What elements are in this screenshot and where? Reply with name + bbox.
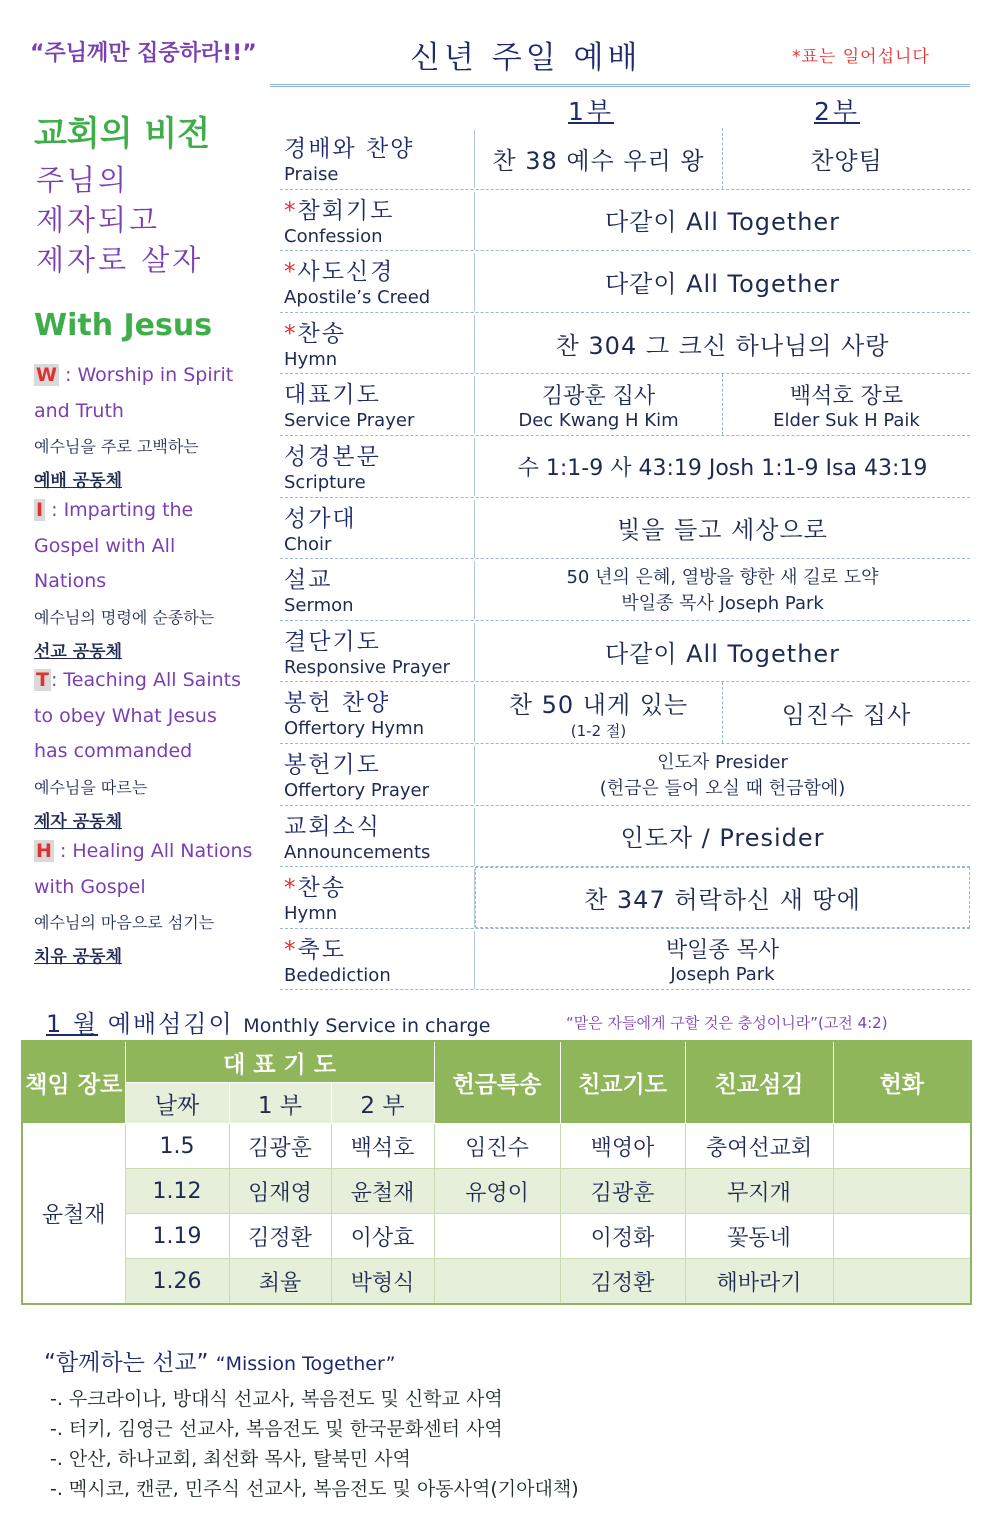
cell-flowers: [833, 1214, 971, 1259]
service-row: [280, 128, 970, 190]
cell-fservice: 무지개: [685, 1169, 833, 1214]
elder-name: 윤철재: [22, 1124, 125, 1305]
cell-fprayer: 이정화: [560, 1214, 685, 1259]
table-row: [22, 1124, 971, 1169]
service-label-ko: *참회기도: [284, 197, 395, 224]
cell-date: 1.12: [125, 1169, 229, 1214]
service-row: [280, 929, 970, 991]
with-jesus-t-line: [34, 669, 241, 691]
service-content: 인도자 Presider: [657, 752, 788, 774]
verse: “맡은 자들에게 구할 것은 충성이니라”(고전 4:2): [566, 1014, 888, 1032]
service-label-en: Praise: [284, 164, 339, 185]
cell-first: 임재영: [229, 1169, 331, 1214]
t-text: : Teaching All Saints: [50, 669, 241, 691]
service-row: [280, 559, 970, 621]
benediction-en: Joseph Park: [670, 964, 775, 986]
with-jesus-w-line: and Truth: [34, 400, 124, 422]
h-desc: 예수님의 마음으로 섬기는: [34, 913, 215, 932]
service-content: 인도자 / Presider: [620, 824, 825, 853]
cell-special: [434, 1259, 560, 1305]
table-row: [22, 1259, 971, 1305]
letter-h: H: [36, 840, 52, 862]
cell-special: 임진수: [434, 1124, 560, 1169]
cell-second: 윤철재: [331, 1169, 434, 1214]
service-label: [284, 192, 475, 250]
service-label-ko: 성가대: [284, 505, 357, 532]
service-header-second: 2부: [814, 97, 861, 126]
cell-fservice: 꽃동네: [685, 1214, 833, 1259]
cell-fprayer: 김정환: [560, 1259, 685, 1305]
w-community: 예배 공동체: [34, 471, 123, 491]
letter-i: I: [36, 499, 44, 521]
mission-title: [44, 1344, 395, 1377]
cell-flowers: [833, 1169, 971, 1214]
cell-fprayer: 김광훈: [560, 1169, 685, 1214]
mission-title-ko: “함께하는 선교”: [44, 1350, 209, 1376]
service-label-en: Responsive Prayer: [284, 656, 450, 678]
service-label: [284, 500, 475, 558]
header-special: 헌금특송: [434, 1041, 560, 1124]
service-first-en: Dec Kwang H Kim: [518, 409, 679, 431]
header-prayer: 대 표 기 도: [125, 1041, 434, 1083]
cell-fprayer: 백영아: [560, 1124, 685, 1169]
vision-line: 제자로 살자: [36, 243, 204, 277]
service-second: 임진수 집사: [781, 701, 912, 730]
table-row: [22, 1169, 971, 1214]
service-content: 빛을 들고 세상으로: [617, 516, 828, 545]
service-label: [284, 623, 475, 681]
service-label-ko: 결단기도: [284, 628, 381, 655]
mission-item: -. 우크라이나, 방대식 선교사, 복음전도 및 신학교 사역: [50, 1388, 503, 1410]
w-text: : Worship in Spirit: [65, 364, 234, 386]
vision-line: 주님의: [36, 163, 130, 197]
i-community: 선교 공동체: [34, 642, 123, 662]
letter-w: W: [36, 364, 57, 386]
duty-table: [21, 1040, 972, 1305]
header-date: 날짜: [125, 1083, 229, 1124]
t-desc: 예수님을 따르는: [34, 778, 148, 797]
header-fellowship-prayer: 친교기도: [560, 1041, 685, 1124]
mission-item: -. 터키, 김영근 선교사, 복음전도 및 한국문화센터 사역: [50, 1418, 503, 1440]
service-row: [280, 498, 970, 560]
with-jesus-h-line: [34, 840, 252, 862]
service-row: [280, 313, 970, 375]
service-label: [284, 746, 475, 804]
order-of-service: [280, 128, 970, 990]
vision-title: 교회의 비전: [34, 114, 211, 154]
header-first: 1 부: [229, 1083, 331, 1124]
monthly-title-ko: 예배섬김이: [107, 1010, 234, 1038]
with-jesus-i-line: [34, 499, 193, 521]
t-community: 제자 공동체: [34, 812, 123, 832]
service-label-en: Offertory Hymn: [284, 718, 425, 740]
header-divider: [270, 84, 970, 87]
h-community: 치유 공동체: [34, 947, 123, 967]
service-first: 찬 38 예수 우리 왕: [492, 146, 705, 175]
cell-date: 1.26: [125, 1259, 229, 1305]
service-label-en: Announcements: [284, 841, 431, 863]
with-jesus-i-line: Gospel with All: [34, 535, 176, 557]
service-row: [280, 806, 970, 868]
service-label: [284, 808, 475, 866]
sermon-title: 50 년의 은혜, 열방을 향한 새 길로 도약: [566, 567, 879, 589]
vision-line: 제자되고: [36, 203, 161, 237]
service-label-en: Scripture: [284, 471, 366, 493]
service-label: [284, 931, 475, 989]
service-second: 찬양팀: [810, 146, 883, 175]
service-row: [280, 621, 970, 683]
header-fellowship-service: 친교섬김: [685, 1041, 833, 1124]
service-first-note: (1-2 절): [570, 721, 627, 740]
service-label-ko: 성경본문: [284, 443, 381, 470]
service-content: 다같이 All Together: [604, 269, 841, 298]
sermon-preacher: 박일종 목사 Joseph Park: [621, 593, 824, 615]
service-label-ko: *사도신경: [284, 259, 395, 286]
service-row: [280, 682, 970, 744]
service-content-note: (헌금은 들어 오실 때 헌금함에): [599, 778, 846, 800]
stand-note: *표는 일어섭니다: [792, 47, 930, 67]
with-jesus-w-line: [34, 364, 233, 386]
cell-first: 김광훈: [229, 1124, 331, 1169]
cell-flowers: [833, 1259, 971, 1305]
header-elder: 책임 장로: [22, 1041, 125, 1124]
cell-date: 1.19: [125, 1214, 229, 1259]
monthly-title: [46, 1004, 490, 1039]
service-label-en: Service Prayer: [284, 410, 415, 432]
cell-second: 백석호: [331, 1124, 434, 1169]
page-title: 신년 주일 예배: [410, 40, 642, 76]
table-row: [22, 1214, 971, 1259]
service-first: 찬 50 내게 있는: [508, 690, 689, 719]
service-label-ko: *축도: [284, 936, 346, 963]
cell-second: 박형식: [331, 1259, 434, 1305]
header-second: 2 부: [331, 1083, 434, 1124]
service-label: [284, 315, 475, 373]
cell-date: 1.5: [125, 1124, 229, 1169]
motto: “주님께만 집중하라!!”: [30, 41, 257, 66]
service-label-ko: 대표기도: [284, 382, 381, 409]
service-label-en: Offertory Prayer: [284, 779, 429, 801]
with-jesus-title: With Jesus: [34, 308, 213, 343]
cell-special: 유영이: [434, 1169, 560, 1214]
with-jesus-i-line: Nations: [34, 570, 107, 592]
service-label-en: Choir: [284, 533, 332, 555]
cell-second: 이상효: [331, 1214, 434, 1259]
service-row: [280, 867, 970, 929]
service-label-ko: 봉헌기도: [284, 751, 381, 778]
cell-special: [434, 1214, 560, 1259]
service-second: 백석호 장로: [789, 383, 904, 409]
service-row: [280, 190, 970, 252]
service-label: [284, 130, 475, 188]
mission-item: -. 안산, 하나교회, 최선화 목사, 탈북민 사역: [50, 1448, 411, 1470]
service-label-ko: 봉헌 찬양: [284, 690, 391, 717]
service-label-en: Confession: [284, 225, 383, 247]
service-row: [280, 744, 970, 806]
monthly-title-en: Monthly Service in charge: [243, 1015, 491, 1037]
h-text: : Healing All Nations: [59, 840, 253, 862]
service-content: 수 1:1-9 사 43:19 Josh 1:1-9 Isa 43:19: [517, 455, 928, 481]
with-jesus-h-line: with Gospel: [34, 876, 146, 898]
cell-fservice: 해바라기: [685, 1259, 833, 1305]
service-label-en: Hymn: [284, 348, 338, 370]
cell-fservice: 충여선교회: [685, 1124, 833, 1169]
service-label: [284, 438, 475, 496]
benediction-ko: 박일종 목사: [665, 938, 780, 964]
service-label-ko: 설교: [284, 567, 333, 594]
w-desc: 예수님을 주로 고백하는: [34, 437, 199, 456]
service-label: [284, 253, 475, 311]
service-label-ko: 경배와 찬양: [284, 136, 415, 162]
service-label-ko: *찬송: [284, 320, 346, 347]
mission-item: -. 멕시코, 캔쿤, 민주식 선교사, 복음전도 및 아동사역(기아대책): [50, 1478, 579, 1500]
service-label: [284, 376, 475, 434]
service-header-first: 1부: [568, 97, 615, 126]
service-row: [280, 251, 970, 313]
cell-first: 김정환: [229, 1214, 331, 1259]
letter-t: T: [36, 669, 49, 691]
service-content: 찬 347 허락하신 새 땅에: [584, 885, 861, 914]
service-second-en: Elder Suk H Paik: [773, 409, 920, 431]
service-row: [280, 374, 970, 436]
service-row: [280, 436, 970, 498]
i-text: : Imparting the: [51, 499, 194, 521]
cell-flowers: [833, 1124, 971, 1169]
service-label: [284, 869, 475, 927]
service-label-ko: 교회소식: [284, 813, 381, 840]
service-content: 다같이 All Together: [604, 208, 841, 237]
service-label-ko: *찬송: [284, 875, 346, 902]
with-jesus-t-line: has commanded: [34, 740, 193, 762]
service-label-en: Apostile’s Creed: [284, 287, 431, 309]
service-content: 찬 304 그 크신 하나님의 사랑: [555, 331, 890, 360]
service-label-en: Sermon: [284, 595, 354, 617]
service-label: [284, 561, 475, 619]
i-desc: 예수님의 명령에 순종하는: [34, 608, 215, 627]
service-label: [284, 684, 475, 742]
service-first: 김광훈 집사: [541, 383, 656, 409]
header-flowers: 헌화: [833, 1041, 971, 1124]
service-label-en: Hymn: [284, 903, 338, 925]
mission-title-en: “Mission Together”: [215, 1353, 396, 1375]
service-label-en: Bedediction: [284, 964, 391, 986]
with-jesus-t-line: to obey What Jesus: [34, 705, 217, 727]
monthly-month: 1 월: [46, 1010, 99, 1038]
cell-first: 최율: [229, 1259, 331, 1305]
service-content: 다같이 All Together: [604, 639, 841, 668]
